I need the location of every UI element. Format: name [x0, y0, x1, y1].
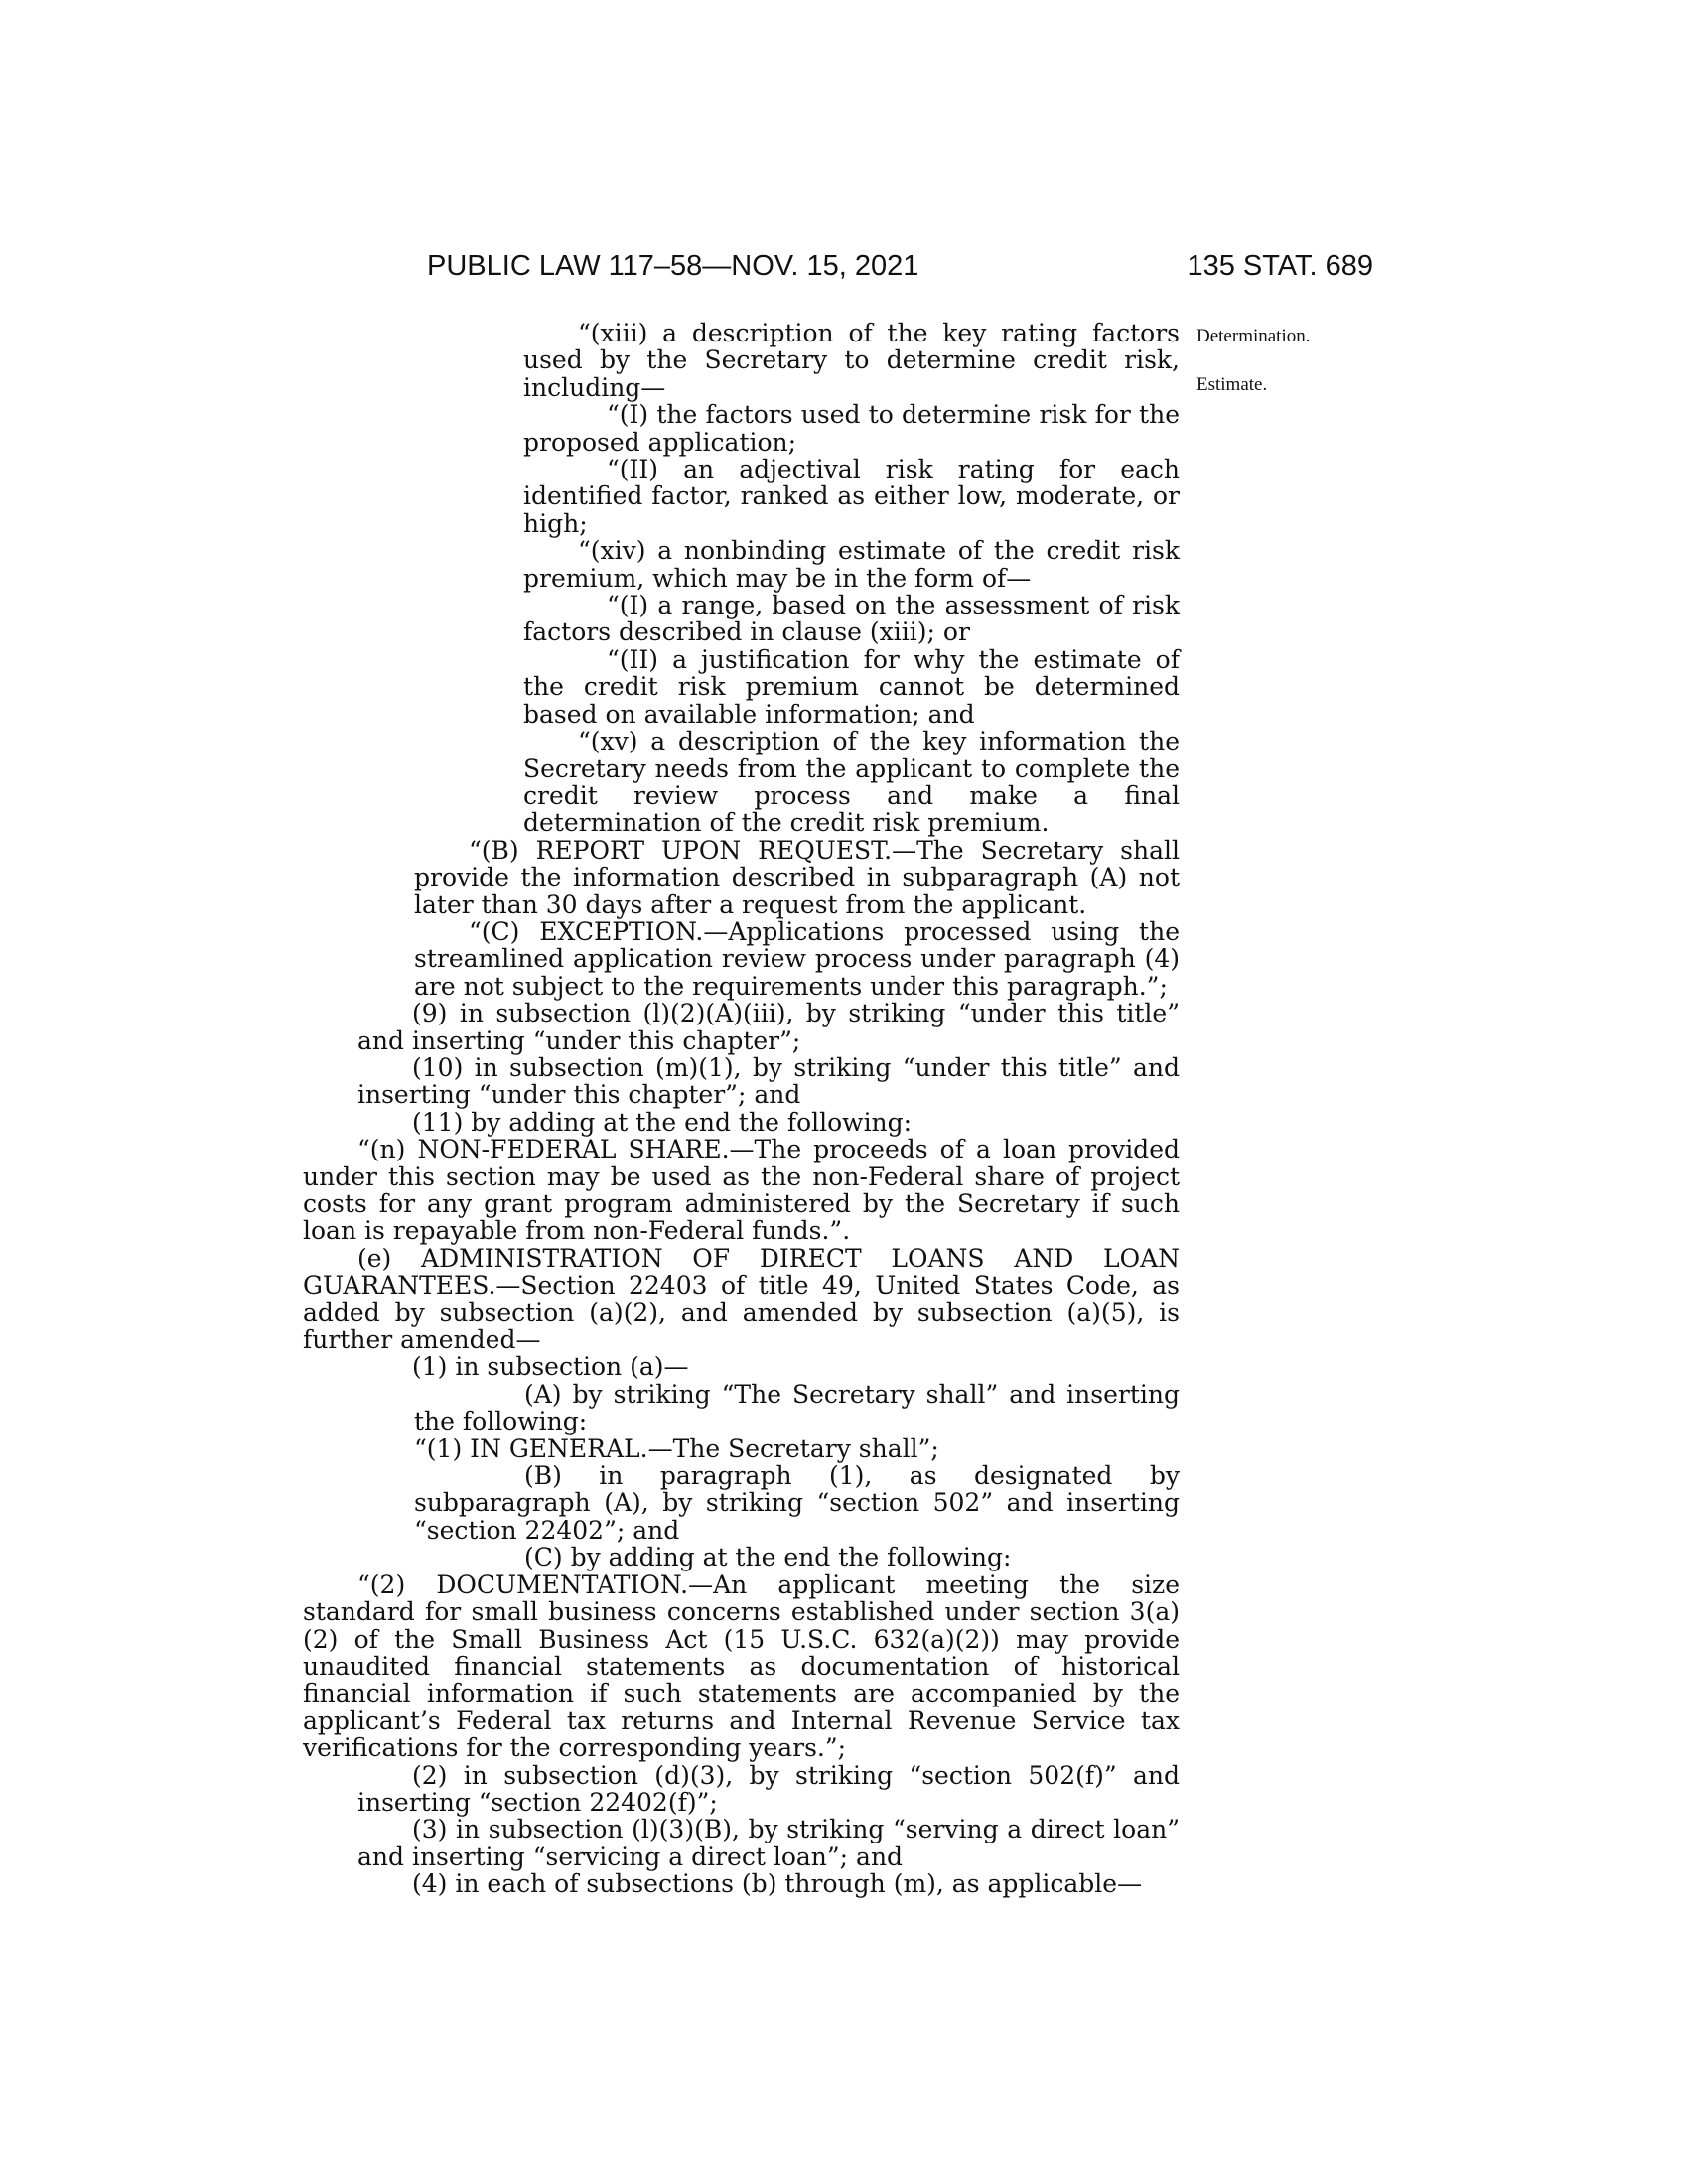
paragraph-xiii-II: “(II) an adjectival risk rating for each identified factor, ranked as either low, moderate, or high;: [523, 455, 1180, 538]
paragraph-e-2: (2) in subsection (d)(3), by striking “section 502(f)” and inserting “section 22402(f)”;: [357, 1760, 1180, 1817]
header-title: PUBLIC LAW 117–58—NOV. 15, 2021: [427, 250, 919, 282]
paragraph-e-4: (4) in each of subsections (b) through (m), as applicable—: [412, 1869, 1143, 1899]
paragraph-n: “(n) NON-FEDERAL SHARE.—The proceeds of a loan provided under this section may be used as the non-Federal share of project costs for any grant program administered by the Secretary if such loan is repayable from non-Federal funds.”.: [303, 1135, 1180, 1246]
paragraph-xiii-I: “(I) the factors used to determine risk for the proposed application;: [523, 400, 1180, 457]
paragraph-11: (11) by adding at the end the following:: [412, 1107, 913, 1137]
paragraph-B: “(B) REPORT UPON REQUEST.—The Secretary shall provide the information described in subparagraph (A) not later than 30 days after a request from the applicant.: [414, 835, 1180, 919]
paragraph-documentation: “(2) DOCUMENTATION.—An applicant meeting the size standard for small business concerns established under section 3(a)(2) of the Small Business Act (15 U.S.C. 632(a)(2)) may provide unaudited financial statements as documentation of historical financial information if such statements are accompanied by the applicant’s Federal tax returns and Internal Revenue Service tax verifications for the corresponding years.”;: [303, 1570, 1180, 1763]
paragraph-xiv: “(xiv) a nonbinding estimate of the credit risk premium, which may be in the form of—: [523, 536, 1180, 593]
paragraph-xiii: “(xiii) a description of the key rating factors used by the Secretary to determine credit risk, including—: [523, 319, 1180, 402]
paragraph-9: (9) in subsection (l)(2)(A)(iii), by striking “under this title” and inserting “under this chapter”;: [357, 999, 1180, 1055]
paragraph-xv: “(xv) a description of the key information the Secretary needs from the applicant to complete the credit review process and make a final determination of the credit risk premium.: [523, 727, 1180, 838]
paragraph-e: (e) ADMINISTRATION OF DIRECT LOANS AND LOAN GUARANTEES.—Section 22403 of title 49, United States Code, as added by subsection (a)(2), and amended by subsection (a)(5), is further amended—: [303, 1243, 1180, 1355]
margin-note-determination: Determination.: [1196, 326, 1311, 346]
running-header: [427, 250, 1373, 290]
paragraph-e-1-B: (B) in paragraph (1), as designated by subparagraph (A), by striking “section 502” and inserting “section 22402”; and: [414, 1461, 1180, 1545]
paragraph-in-general: “(1) IN GENERAL.—The Secretary shall”;: [414, 1433, 939, 1463]
paragraph-e-3: (3) in subsection (l)(3)(B), by striking “serving a direct loan” and inserting “servicing a direct loan”; and: [357, 1815, 1180, 1871]
paragraph-xiv-II: “(II) a justification for why the estimate of the credit risk premium cannot be determined based on available information; and: [523, 644, 1180, 729]
margin-note-estimate: Estimate.: [1196, 374, 1268, 395]
paragraph-10: (10) in subsection (m)(1), by striking “under this title” and inserting “under this chapter”; and: [357, 1052, 1180, 1110]
paragraph-e-1: (1) in subsection (a)—: [412, 1352, 689, 1382]
paragraph-e-1-A: (A) by striking “The Secretary shall” and inserting the following:: [414, 1379, 1180, 1436]
paragraph-e-1-C: (C) by adding at the end the following:: [524, 1543, 1012, 1572]
page-number: 135 STAT. 689: [1187, 250, 1373, 282]
paragraph-xiv-I: “(I) a range, based on the assessment of risk factors described in clause (xiii); or: [523, 591, 1180, 647]
document-body: [303, 320, 1180, 1898]
paragraph-C: “(C) EXCEPTION.—Applications processed using the streamlined application review process under paragraph (4) are not subject to the requirements under this paragraph.”;: [414, 916, 1180, 1001]
